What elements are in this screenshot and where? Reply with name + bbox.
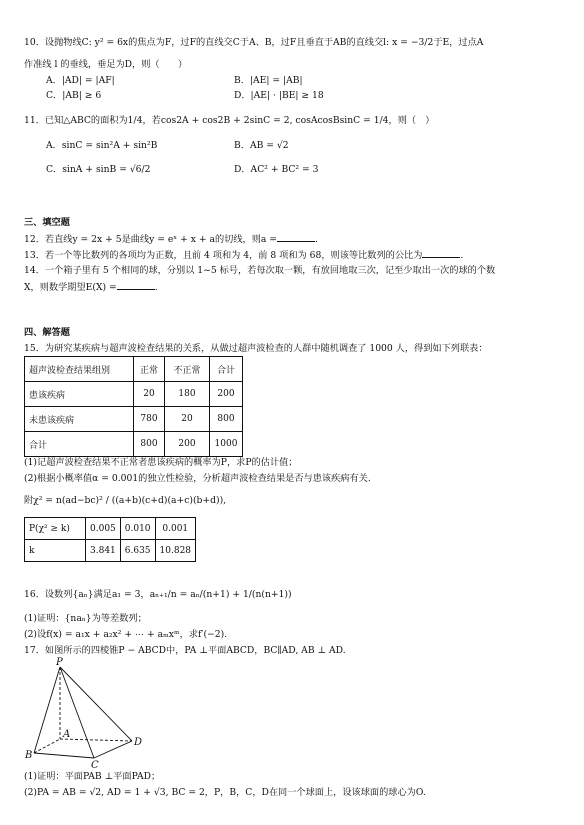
q14-text: X，则数学期望E(X) = [24, 282, 117, 293]
table-cell: P(χ² ≥ k) [25, 518, 86, 540]
q13-blank [422, 248, 460, 258]
table-row [25, 540, 196, 562]
q16-part2: (2)设f(x) = a₁x + a₂x² + ⋯ + aₘxᵐ，求f′(−2). [24, 629, 228, 640]
table-header-row [25, 357, 243, 382]
vertex-label-p: P [56, 657, 63, 668]
table-cell: 0.010 [120, 518, 155, 540]
table-cell: 20 [165, 407, 210, 432]
table-header-cell: 不正常 [165, 357, 210, 382]
q10-option-c: C．|AB| ≥ 6 [46, 90, 102, 101]
q11-option-d: D．AC² + BC² = 3 [234, 164, 319, 175]
critical-value-table [24, 517, 196, 562]
edge-pb [34, 667, 60, 753]
edge-pd [60, 667, 132, 741]
edge-cd [94, 741, 132, 758]
q12-blank [277, 232, 315, 242]
edge-ad-hidden [60, 739, 132, 741]
q13: 13．若一个等比数列的各项均为正数，且前 4 项和为 4，前 8 项和为 68，则该等比数列的公比为 . [24, 250, 464, 261]
q11-option-c: C．sinA + sinB = √6/2 [46, 164, 151, 175]
q10-option-a: A．|AD| = |AF| [46, 75, 115, 86]
table-header-cell: 超声波检查结果组别 [25, 357, 134, 382]
vertex-label-a: A [63, 729, 71, 740]
q10-line2: 作准线 l 的垂线，垂足为D，则（ ） [24, 59, 188, 70]
table-cell: 0.005 [86, 518, 121, 540]
edge-pc [60, 667, 94, 758]
q11-option-a: A．sinC = sin²A + sin²B [46, 140, 158, 151]
table-cell: 180 [165, 382, 210, 407]
table-cell: 0.001 [155, 518, 196, 540]
table-cell: 3.841 [86, 540, 121, 562]
q17-stem: 17．如图所示的四棱锥P − ABCD中，PA ⊥平面ABCD，BC∥AD, AB ⊥ AD. [24, 645, 346, 656]
q10-line1: 10．设抛物线C: y² = 6x的焦点为F，过F的直线交C于A、B，过F且垂直于AB的直线交l: x = −3/2于E，过点A [24, 37, 484, 48]
contingency-table [24, 356, 243, 457]
table-cell: 800 [134, 432, 165, 457]
table-header-cell: 正常 [134, 357, 165, 382]
table-cell: 20 [134, 382, 165, 407]
table-row [25, 432, 243, 457]
edge-bc [34, 753, 94, 758]
q15-formula: 附χ² = n(ad−bc)² / ((a+b)(c+d)(a+c)(b+d)), [24, 495, 227, 506]
q10-option-d: D．|AE| · |BE| ≥ 18 [234, 90, 324, 101]
table-row [25, 407, 243, 432]
table-cell: 200 [165, 432, 210, 457]
q16-stem: 16．设数列{aₙ}满足a₁ = 3，aₙ₊₁/n = aₙ/(n+1) + 1/(n(n+1)) [24, 589, 292, 600]
q16-part1: (1)证明：{naₙ}为等差数列； [24, 613, 147, 624]
q10-option-b: B．|AE| = |AB| [234, 75, 303, 86]
table-cell: 800 [210, 407, 243, 432]
section-fill-in: 三、填空题 [24, 217, 70, 228]
q13-text: 13．若一个等比数列的各项均为正数，且前 4 项和为 4，前 8 项和为 68，则该等比数列的公比为 [24, 250, 423, 261]
table-cell: 10.828 [155, 540, 196, 562]
table-cell: 200 [210, 382, 243, 407]
q15-part1: (1)记超声波检查结果不正常者患该疾病的概率为P，求P的估计值； [24, 457, 298, 468]
q11-stem: 11．已知△ABC的面积为1/4，若cos2A + cos2B + 2sinC = 2, cosAcosBsinC = 1/4，则（ ） [24, 115, 435, 126]
q15-stem: 15．为研究某疾病与超声波检查结果的关系，从做过超声波检查的人群中随机调查了 1000 人，得到如下列联表： [24, 343, 488, 354]
q14-blank [117, 280, 155, 290]
pyramid-diagram [24, 655, 164, 769]
q14-line1: 14．一个箱子里有 5 个相同的球，分别以 1~5 标号，若每次取一颗，有放回地取三次，记至少取出一次的球的个数 [24, 265, 496, 276]
vertex-label-c: C [91, 760, 99, 769]
table-cell: 合计 [25, 432, 134, 457]
q17-part1: (1)证明：平面PAB ⊥平面PAD； [24, 771, 161, 782]
table-header-cell: 合计 [210, 357, 243, 382]
table-cell: 1000 [210, 432, 243, 457]
table-cell: 患该疾病 [25, 382, 134, 407]
q14-line2: X，则数学期望E(X) = . [24, 282, 158, 293]
table-cell: k [25, 540, 86, 562]
table-cell: 6.635 [120, 540, 155, 562]
table-cell: 780 [134, 407, 165, 432]
q12: 12．若直线y = 2x + 5是曲线y = eˣ + x + a的切线，则a = . [24, 234, 318, 245]
q15-part2: (2)根据小概率值α = 0.001的独立性检验，分析超声波检查结果是否与患该疾病有关. [24, 473, 371, 484]
section-answers: 四、解答题 [24, 327, 70, 338]
q11-option-b: B．AB = √2 [234, 140, 289, 151]
vertex-label-b: B [25, 750, 33, 761]
table-cell: 未患该疾病 [25, 407, 134, 432]
table-row [25, 518, 196, 540]
q17-part2: (2)PA = AB = √2, AD = 1 + √3, BC = 2，P，B，C，D在同一个球面上，设该球面的球心为O. [24, 787, 426, 798]
table-row [25, 382, 243, 407]
q12-text: 12．若直线y = 2x + 5是曲线y = eˣ + x + a的切线，则a = [24, 234, 277, 245]
vertex-label-d: D [134, 737, 143, 748]
